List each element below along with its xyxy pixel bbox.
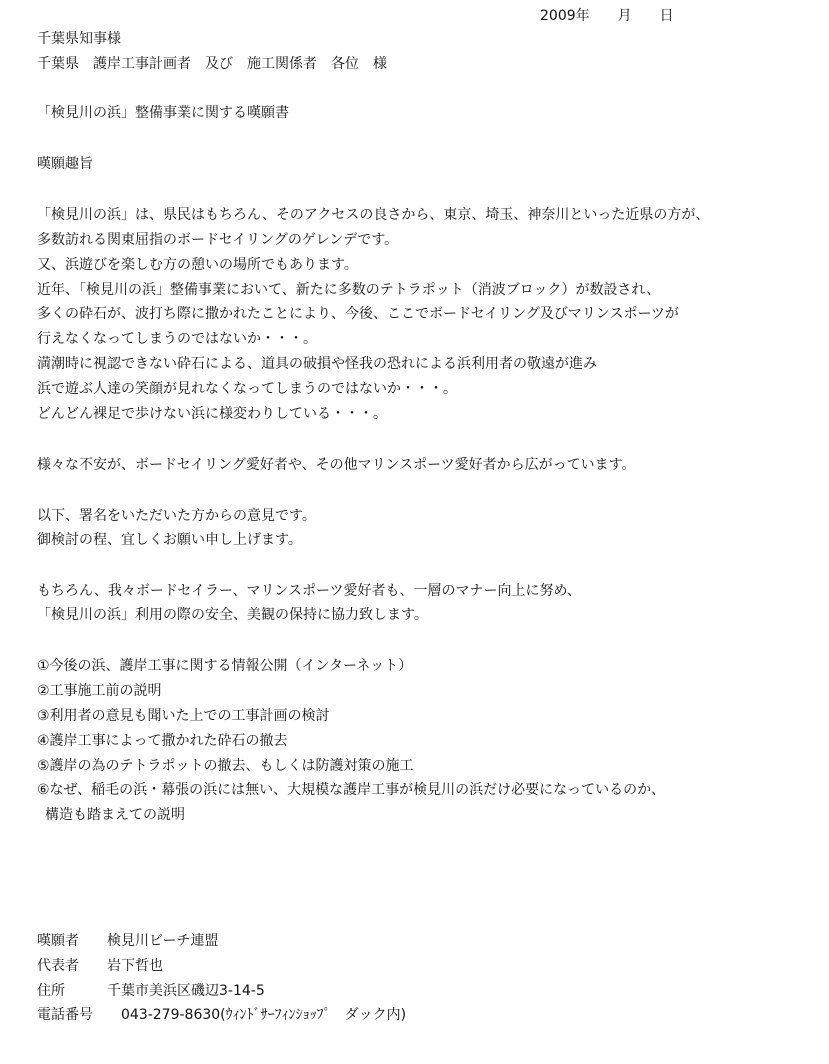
body-line: 御検討の程、宜しくお願い申し上げます。 xyxy=(37,532,302,548)
body-line: 浜で遊ぶ人達の笑顔が見れなくなってしまうのではないか・・・。 xyxy=(37,381,457,397)
body-line: 又、浜遊びを楽しむ方の憩いの場所でもあります。 xyxy=(37,257,358,273)
signature-representative: 代表者 岩下哲也 xyxy=(37,958,163,974)
body-line: 「検見川の浜」利用の際の安全、美観の保持に協力致します。 xyxy=(37,607,428,623)
request-item: ①今後の浜、護岸工事に関する情報公開（インターネット） xyxy=(37,658,413,674)
body-line: もちろん、我々ボードセイラー、マリンスポーツ愛好者も、一層のマナー向上に努め、 xyxy=(37,583,581,599)
addressee-governor: 千葉県知事様 xyxy=(37,31,121,47)
request-item: ⑤護岸の為のテトラポットの撤去、もしくは防護対策の施工 xyxy=(37,758,414,774)
request-item: ④護岸工事によって撒かれた砕石の撤去 xyxy=(37,733,288,749)
request-item-continuation: 構造も踏まえての説明 xyxy=(45,807,185,823)
body-line: 近年、「検見川の浜」整備事業において、新たに多数のテトラポット（消波ブロック）が数設され、 xyxy=(37,282,661,298)
body-line: 満潮時に視認できない砕石による、道具の破損や怪我の恐れによる浜利用者の敬遠が進み xyxy=(37,356,597,372)
body-line: 以下、署名をいただいた方からの意見です。 xyxy=(37,508,316,524)
addressee-officials: 千葉県 護岸工事計画者 及び 施工関係者 各位 様 xyxy=(37,56,387,72)
document-title: 「検見川の浜」整備事業に関する嘆願書 xyxy=(37,105,289,121)
signature-phone: 電話番号 043-279-8630(ｳｨﾝﾄﾞｻｰﾌｨﾝｼｮｯﾌﾟ ダック内) xyxy=(37,1007,407,1023)
body-line: 「検見川の浜」は、県民はもちろん、そのアクセスの良さから、東京、埼玉、神奈川といった近県の方が、 xyxy=(37,207,710,223)
body-line: どんどん裸足で歩けない浜に様変わりしている・・・。 xyxy=(37,406,387,422)
request-item: ②工事施工前の説明 xyxy=(37,683,162,699)
signature-petitioner: 嘆願者 検見川ビーチ連盟 xyxy=(37,933,219,949)
signature-address: 住所 千葉市美浜区磯辺3-14-5 xyxy=(37,983,265,999)
request-item: ③利用者の意見も聞いた上での工事計画の検討 xyxy=(37,708,330,724)
document-date: 2009年 月 日 xyxy=(540,8,674,24)
request-item: ⑥なぜ、稲毛の浜・幕張の浜には無い、大規模な護岸工事が検見川の浜だけ必要になっているのか、 xyxy=(37,782,666,798)
body-line: 様々な不安が、ボードセイリング愛好者や、その他マリンスポーツ愛好者から広がっています。 xyxy=(37,457,636,473)
body-line: 多くの砕石が、波打ち際に撒かれたことにより、今後、ここでボードセイリング及びマリンスポーツが xyxy=(37,306,679,322)
body-line: 多数訪れる関東屈指のボードセイリングのゲレンデです。 xyxy=(37,232,399,248)
body-line: 行えなくなってしまうのではないか・・・。 xyxy=(37,331,317,347)
section-heading: 嘆願趣旨 xyxy=(37,156,93,172)
